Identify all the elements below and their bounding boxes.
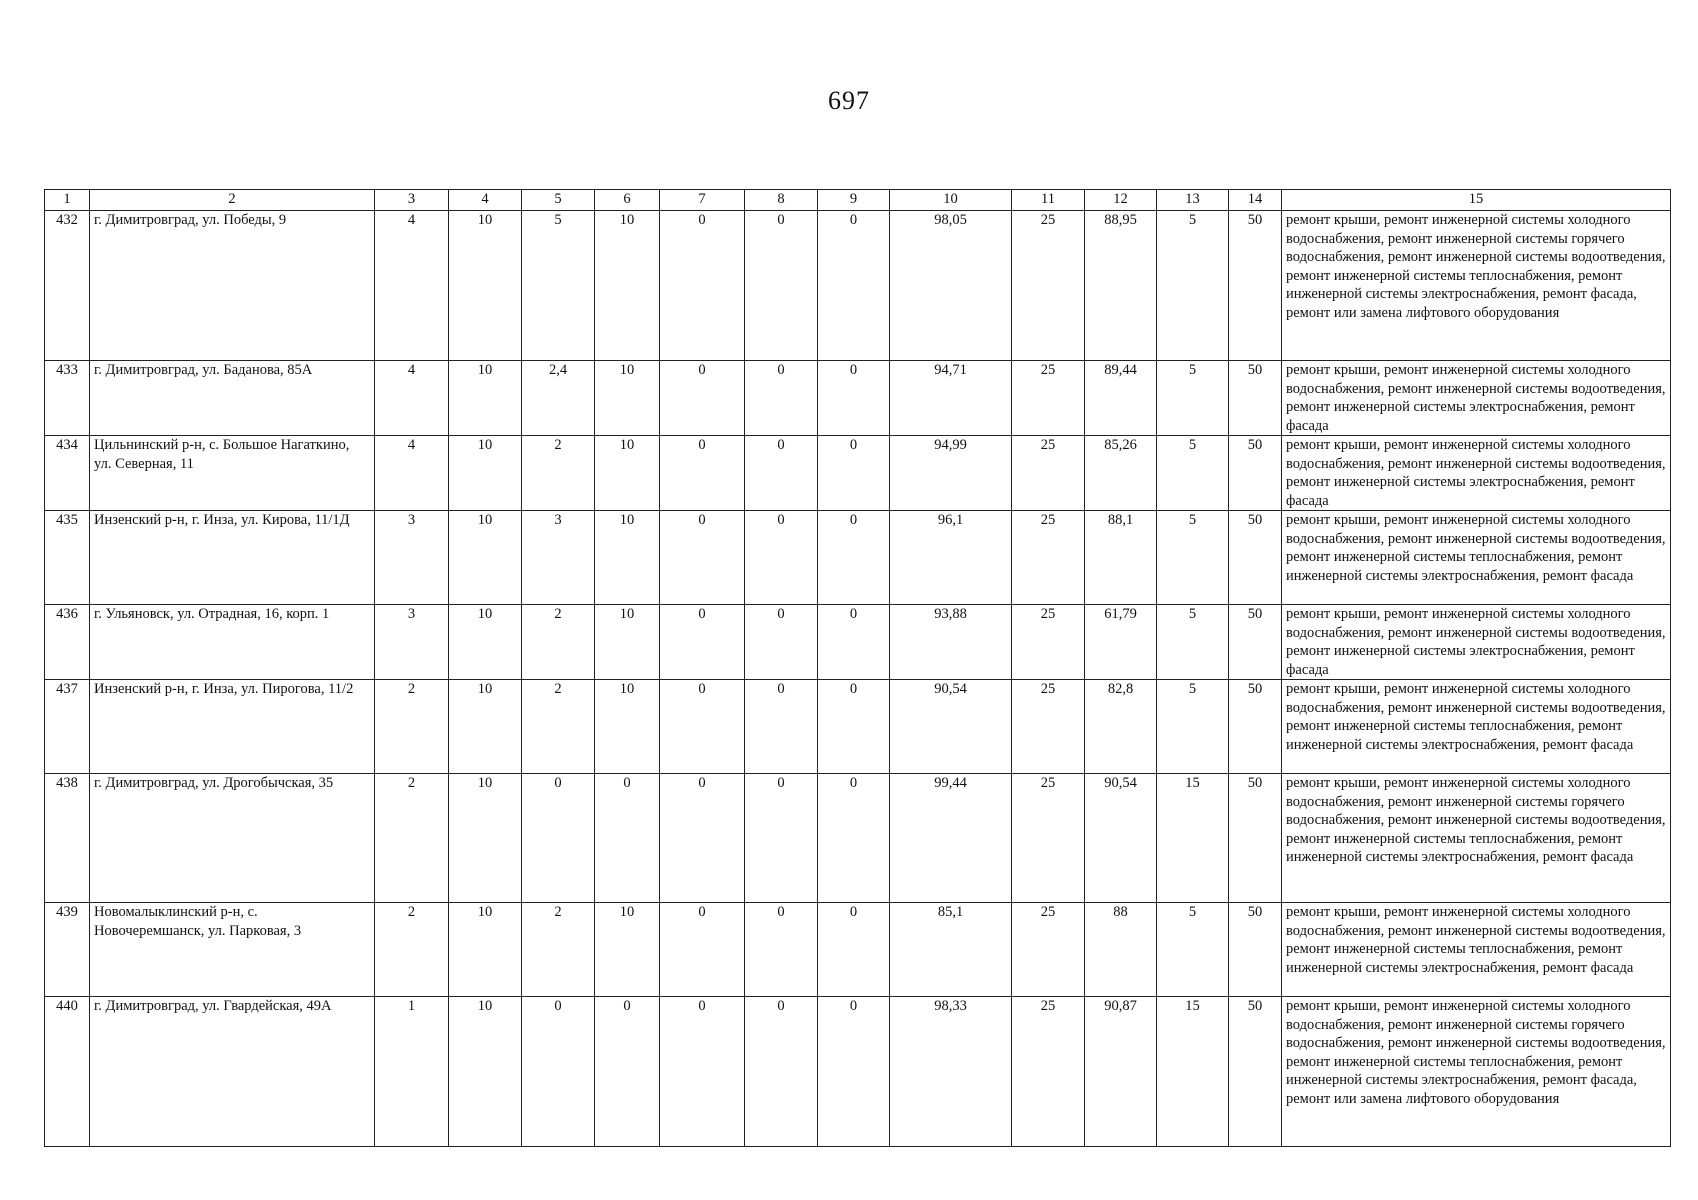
value-cell: 50 bbox=[1229, 436, 1282, 511]
value-cell: 3 bbox=[375, 511, 449, 605]
address-cell: Инзенский р-н, г. Инза, ул. Кирова, 11/1Д bbox=[90, 511, 375, 605]
value-cell: 0 bbox=[745, 511, 818, 605]
works-cell: ремонт крыши, ремонт инженерной системы холодного водоснабжения, ремонт инженерной системы водоотведения, ремонт инженерной системы теплоснабжения, ремонт инженерной системы электроснабжения, ремонт фасада bbox=[1282, 680, 1671, 774]
value-cell: 5 bbox=[1157, 511, 1229, 605]
value-cell: 85,26 bbox=[1085, 436, 1157, 511]
value-cell: 25 bbox=[1012, 680, 1085, 774]
table-row bbox=[45, 680, 1671, 774]
value-cell: 0 bbox=[660, 361, 745, 436]
table-row bbox=[45, 605, 1671, 680]
column-header: 3 bbox=[375, 190, 449, 211]
value-cell: 50 bbox=[1229, 903, 1282, 997]
row-number-cell: 437 bbox=[45, 680, 90, 774]
value-cell: 10 bbox=[595, 903, 660, 997]
value-cell: 5 bbox=[1157, 211, 1229, 361]
value-cell: 0 bbox=[745, 997, 818, 1147]
column-header: 6 bbox=[595, 190, 660, 211]
value-cell: 89,44 bbox=[1085, 361, 1157, 436]
column-header: 12 bbox=[1085, 190, 1157, 211]
value-cell: 10 bbox=[595, 511, 660, 605]
value-cell: 50 bbox=[1229, 605, 1282, 680]
value-cell: 0 bbox=[818, 997, 890, 1147]
value-cell: 10 bbox=[449, 211, 522, 361]
value-cell: 85,1 bbox=[890, 903, 1012, 997]
row-number-cell: 436 bbox=[45, 605, 90, 680]
value-cell: 25 bbox=[1012, 211, 1085, 361]
value-cell: 15 bbox=[1157, 997, 1229, 1147]
value-cell: 2 bbox=[375, 774, 449, 903]
table-row bbox=[45, 361, 1671, 436]
address-cell: г. Димитровград, ул. Победы, 9 bbox=[90, 211, 375, 361]
value-cell: 0 bbox=[818, 680, 890, 774]
value-cell: 3 bbox=[522, 511, 595, 605]
value-cell: 5 bbox=[1157, 605, 1229, 680]
value-cell: 4 bbox=[375, 436, 449, 511]
value-cell: 0 bbox=[818, 361, 890, 436]
value-cell: 10 bbox=[449, 774, 522, 903]
column-header: 1 bbox=[45, 190, 90, 211]
value-cell: 2 bbox=[522, 436, 595, 511]
value-cell: 88 bbox=[1085, 903, 1157, 997]
value-cell: 0 bbox=[660, 436, 745, 511]
value-cell: 10 bbox=[449, 680, 522, 774]
value-cell: 0 bbox=[745, 436, 818, 511]
column-header: 8 bbox=[745, 190, 818, 211]
value-cell: 2 bbox=[522, 903, 595, 997]
value-cell: 0 bbox=[818, 211, 890, 361]
value-cell: 50 bbox=[1229, 361, 1282, 436]
value-cell: 25 bbox=[1012, 605, 1085, 680]
address-cell: Инзенский р-н, г. Инза, ул. Пирогова, 11/2 bbox=[90, 680, 375, 774]
address-cell: Цильнинский р-н, с. Большое Нагаткино, ул. Северная, 11 bbox=[90, 436, 375, 511]
column-header: 15 bbox=[1282, 190, 1671, 211]
column-header: 10 bbox=[890, 190, 1012, 211]
column-header: 13 bbox=[1157, 190, 1229, 211]
value-cell: 50 bbox=[1229, 997, 1282, 1147]
value-cell: 5 bbox=[1157, 361, 1229, 436]
value-cell: 0 bbox=[818, 774, 890, 903]
table-row bbox=[45, 436, 1671, 511]
value-cell: 0 bbox=[522, 774, 595, 903]
column-header: 7 bbox=[660, 190, 745, 211]
value-cell: 0 bbox=[660, 605, 745, 680]
address-cell: Новомалыклинский р-н, с. Новочеремшанск, ул. Парковая, 3 bbox=[90, 903, 375, 997]
value-cell: 50 bbox=[1229, 680, 1282, 774]
value-cell: 10 bbox=[449, 605, 522, 680]
column-header: 14 bbox=[1229, 190, 1282, 211]
value-cell: 10 bbox=[449, 903, 522, 997]
column-header: 11 bbox=[1012, 190, 1085, 211]
value-cell: 94,99 bbox=[890, 436, 1012, 511]
value-cell: 5 bbox=[522, 211, 595, 361]
value-cell: 0 bbox=[818, 436, 890, 511]
value-cell: 0 bbox=[660, 511, 745, 605]
works-cell: ремонт крыши, ремонт инженерной системы холодного водоснабжения, ремонт инженерной системы горячего водоснабжения, ремонт инженерной системы водоотведения, ремонт инженерной системы теплоснабжения, ремонт инженерной системы электроснабжения, ремонт фасада bbox=[1282, 774, 1671, 903]
column-header: 5 bbox=[522, 190, 595, 211]
value-cell: 0 bbox=[660, 774, 745, 903]
value-cell: 10 bbox=[449, 511, 522, 605]
value-cell: 50 bbox=[1229, 774, 1282, 903]
table-row bbox=[45, 774, 1671, 903]
value-cell: 4 bbox=[375, 361, 449, 436]
value-cell: 10 bbox=[449, 361, 522, 436]
value-cell: 50 bbox=[1229, 211, 1282, 361]
value-cell: 0 bbox=[522, 997, 595, 1147]
works-cell: ремонт крыши, ремонт инженерной системы холодного водоснабжения, ремонт инженерной системы горячего водоснабжения, ремонт инженерной системы водоотведения, ремонт инженерной системы теплоснабжения, ремонт инженерной системы электроснабжения, ремонт фасада, ремонт или замена лифтового оборудования bbox=[1282, 997, 1671, 1147]
table-row bbox=[45, 511, 1671, 605]
value-cell: 94,71 bbox=[890, 361, 1012, 436]
value-cell: 25 bbox=[1012, 997, 1085, 1147]
value-cell: 2 bbox=[375, 903, 449, 997]
value-cell: 90,54 bbox=[890, 680, 1012, 774]
value-cell: 10 bbox=[595, 680, 660, 774]
value-cell: 2,4 bbox=[522, 361, 595, 436]
address-cell: г. Димитровград, ул. Гвардейская, 49А bbox=[90, 997, 375, 1147]
table-row bbox=[45, 211, 1671, 361]
value-cell: 0 bbox=[595, 997, 660, 1147]
value-cell: 10 bbox=[595, 436, 660, 511]
value-cell: 25 bbox=[1012, 361, 1085, 436]
value-cell: 0 bbox=[745, 680, 818, 774]
value-cell: 3 bbox=[375, 605, 449, 680]
works-cell: ремонт крыши, ремонт инженерной системы холодного водоснабжения, ремонт инженерной системы водоотведения, ремонт инженерной системы электроснабжения, ремонт фасада bbox=[1282, 436, 1671, 511]
value-cell: 90,87 bbox=[1085, 997, 1157, 1147]
page-number: 697 bbox=[828, 86, 870, 115]
row-number-cell: 432 bbox=[45, 211, 90, 361]
works-cell: ремонт крыши, ремонт инженерной системы холодного водоснабжения, ремонт инженерной системы водоотведения, ремонт инженерной системы электроснабжения, ремонт фасада bbox=[1282, 605, 1671, 680]
value-cell: 10 bbox=[595, 361, 660, 436]
value-cell: 0 bbox=[745, 211, 818, 361]
value-cell: 0 bbox=[818, 903, 890, 997]
value-cell: 88,1 bbox=[1085, 511, 1157, 605]
value-cell: 98,33 bbox=[890, 997, 1012, 1147]
works-cell: ремонт крыши, ремонт инженерной системы холодного водоснабжения, ремонт инженерной системы водоотведения, ремонт инженерной системы теплоснабжения, ремонт инженерной системы электроснабжения, ремонт фасада bbox=[1282, 511, 1671, 605]
value-cell: 93,88 bbox=[890, 605, 1012, 680]
value-cell: 0 bbox=[745, 774, 818, 903]
column-header: 4 bbox=[449, 190, 522, 211]
value-cell: 2 bbox=[522, 680, 595, 774]
value-cell: 96,1 bbox=[890, 511, 1012, 605]
value-cell: 99,44 bbox=[890, 774, 1012, 903]
value-cell: 5 bbox=[1157, 436, 1229, 511]
column-number-row bbox=[45, 190, 1671, 211]
value-cell: 0 bbox=[818, 511, 890, 605]
value-cell: 2 bbox=[522, 605, 595, 680]
value-cell: 1 bbox=[375, 997, 449, 1147]
value-cell: 10 bbox=[595, 605, 660, 680]
value-cell: 0 bbox=[595, 774, 660, 903]
value-cell: 82,8 bbox=[1085, 680, 1157, 774]
value-cell: 0 bbox=[818, 605, 890, 680]
value-cell: 10 bbox=[449, 436, 522, 511]
works-cell: ремонт крыши, ремонт инженерной системы холодного водоснабжения, ремонт инженерной системы горячего водоснабжения, ремонт инженерной системы водоотведения, ремонт инженерной системы теплоснабжения, ремонт инженерной системы электроснабжения, ремонт фасада, ремонт или замена лифтового оборудования bbox=[1282, 211, 1671, 361]
value-cell: 0 bbox=[745, 361, 818, 436]
value-cell: 10 bbox=[595, 211, 660, 361]
value-cell: 5 bbox=[1157, 903, 1229, 997]
column-header: 2 bbox=[90, 190, 375, 211]
value-cell: 0 bbox=[660, 997, 745, 1147]
row-number-cell: 434 bbox=[45, 436, 90, 511]
row-number-cell: 433 bbox=[45, 361, 90, 436]
value-cell: 98,05 bbox=[890, 211, 1012, 361]
works-cell: ремонт крыши, ремонт инженерной системы холодного водоснабжения, ремонт инженерной системы водоотведения, ремонт инженерной системы теплоснабжения, ремонт инженерной системы электроснабжения, ремонт фасада bbox=[1282, 903, 1671, 997]
row-number-cell: 435 bbox=[45, 511, 90, 605]
row-number-cell: 438 bbox=[45, 774, 90, 903]
address-cell: г. Димитровград, ул. Дрогобычская, 35 bbox=[90, 774, 375, 903]
value-cell: 0 bbox=[660, 903, 745, 997]
value-cell: 25 bbox=[1012, 436, 1085, 511]
row-number-cell: 439 bbox=[45, 903, 90, 997]
table-row bbox=[45, 903, 1671, 997]
table-row bbox=[45, 997, 1671, 1147]
address-cell: г. Димитровград, ул. Баданова, 85А bbox=[90, 361, 375, 436]
address-cell: г. Ульяновск, ул. Отрадная, 16, корп. 1 bbox=[90, 605, 375, 680]
value-cell: 90,54 bbox=[1085, 774, 1157, 903]
value-cell: 5 bbox=[1157, 680, 1229, 774]
value-cell: 0 bbox=[745, 903, 818, 997]
value-cell: 61,79 bbox=[1085, 605, 1157, 680]
value-cell: 0 bbox=[745, 605, 818, 680]
works-cell: ремонт крыши, ремонт инженерной системы холодного водоснабжения, ремонт инженерной системы водоотведения, ремонт инженерной системы электроснабжения, ремонт фасада bbox=[1282, 361, 1671, 436]
row-number-cell: 440 bbox=[45, 997, 90, 1147]
buildings-table bbox=[44, 189, 1671, 1147]
value-cell: 50 bbox=[1229, 511, 1282, 605]
value-cell: 88,95 bbox=[1085, 211, 1157, 361]
value-cell: 15 bbox=[1157, 774, 1229, 903]
value-cell: 25 bbox=[1012, 903, 1085, 997]
value-cell: 0 bbox=[660, 680, 745, 774]
value-cell: 0 bbox=[660, 211, 745, 361]
value-cell: 25 bbox=[1012, 511, 1085, 605]
value-cell: 4 bbox=[375, 211, 449, 361]
value-cell: 10 bbox=[449, 997, 522, 1147]
value-cell: 25 bbox=[1012, 774, 1085, 903]
column-header: 9 bbox=[818, 190, 890, 211]
value-cell: 2 bbox=[375, 680, 449, 774]
